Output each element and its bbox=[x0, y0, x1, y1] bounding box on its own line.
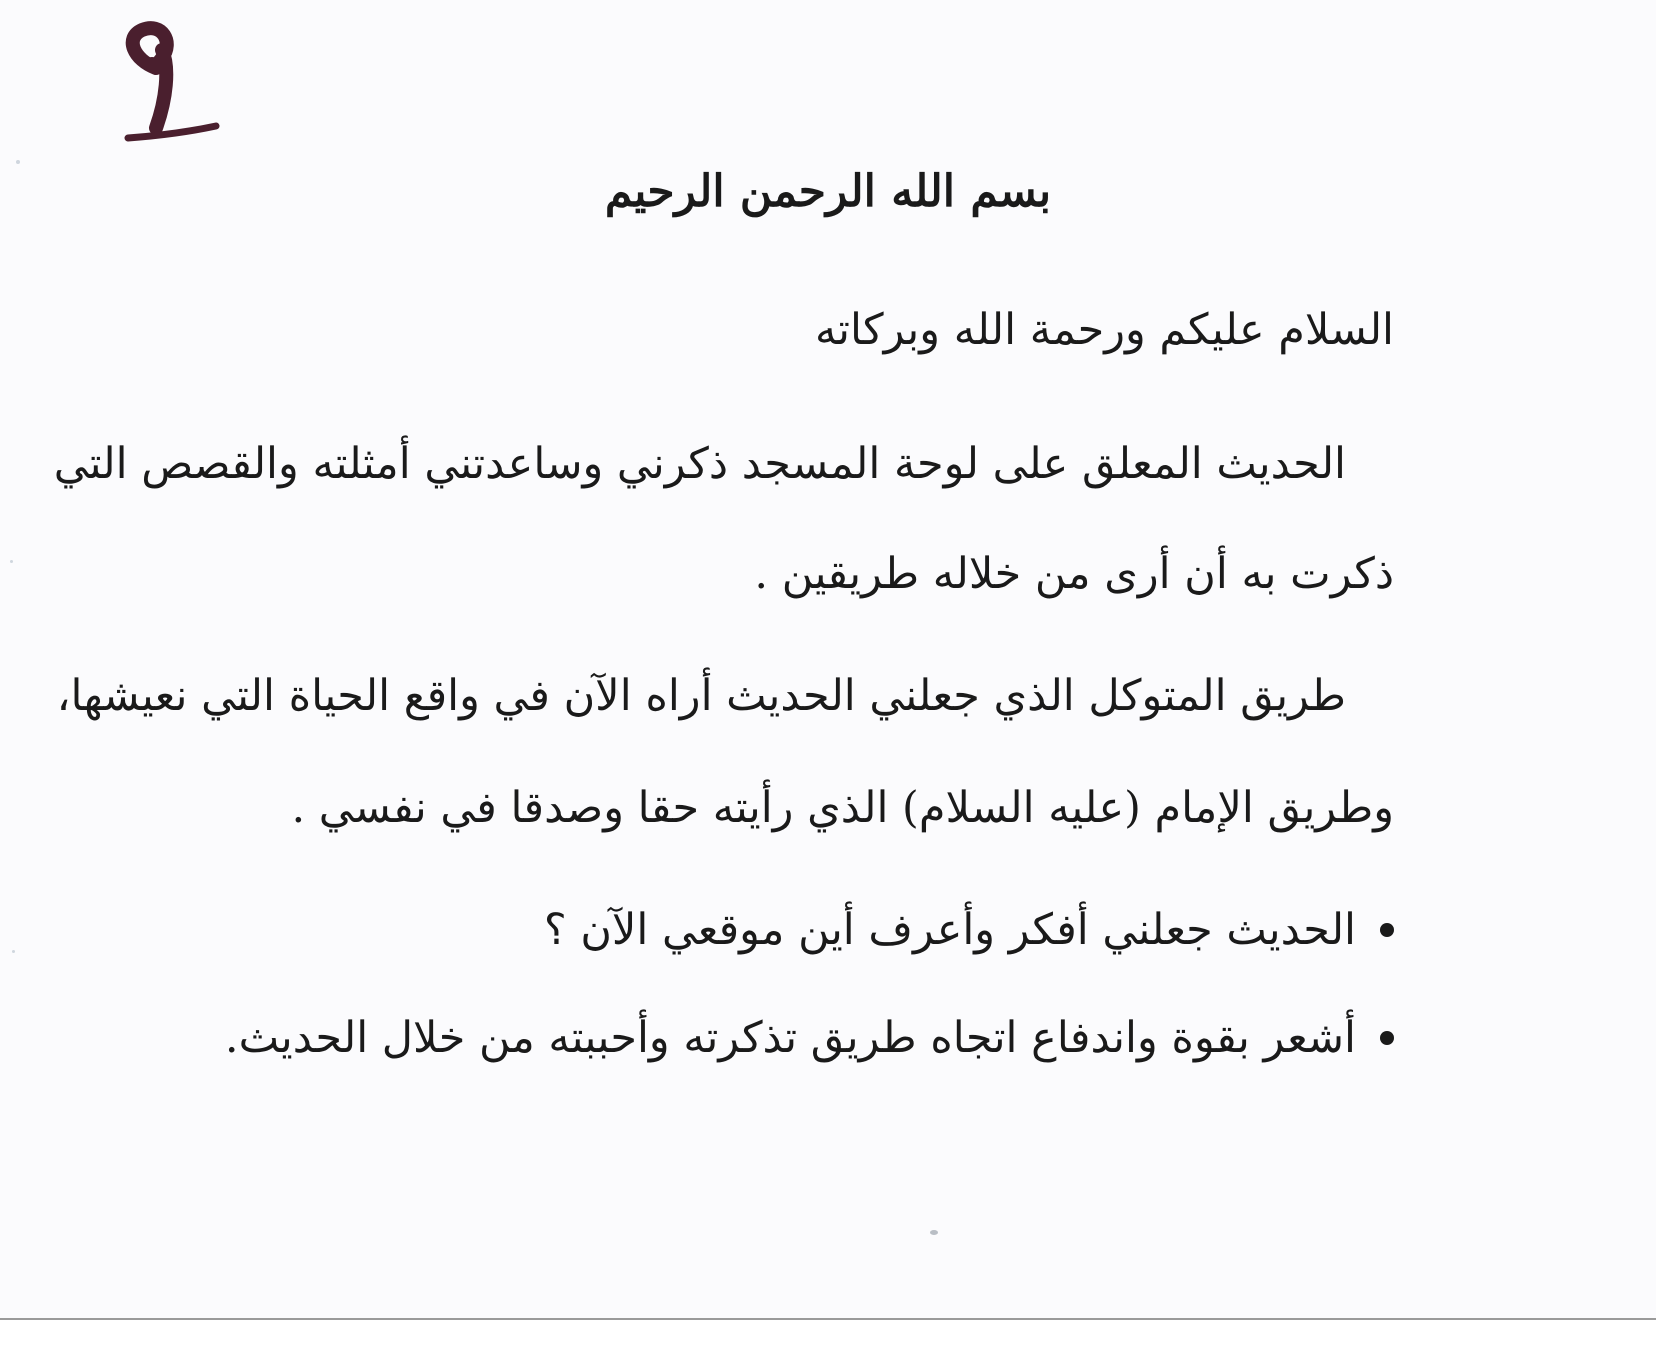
list-item bbox=[544, 900, 1394, 960]
scan-speck bbox=[930, 1230, 938, 1235]
list-item bbox=[225, 1008, 1394, 1068]
scan-speck bbox=[16, 160, 20, 164]
paragraph-2-line-1: طريق المتوكل الذي جعلني الحديث أراه الآن في واقع الحياة التي نعيشها، bbox=[56, 671, 1346, 721]
paragraph-1-line-1: الحديث المعلق على لوحة المسجد ذكرني وساعدتني أمثلته والقصص التي bbox=[53, 439, 1346, 489]
paragraph-2-line-2: وطريق الإمام (عليه السلام) الذي رأيته حقا وصدقا في نفسي . bbox=[291, 783, 1394, 833]
handwritten-page-number bbox=[96, 20, 226, 160]
list-item-text: أشعر بقوة واندفاع اتجاه طريق تذكرته وأحببته من خلال الحديث. bbox=[224, 1013, 1356, 1063]
greeting-line: السلام عليكم ورحمة الله وبركاته bbox=[814, 305, 1394, 355]
scan-speck bbox=[12, 950, 15, 953]
scan-bottom-edge bbox=[0, 1318, 1656, 1352]
basmala-heading: بسم الله الرحمن الرحيم bbox=[604, 166, 1052, 217]
paragraph-1-line-2: ذكرت به أن أرى من خلاله طريقين . bbox=[754, 549, 1394, 599]
bullet-icon bbox=[1380, 1031, 1394, 1045]
list-item-text: الحديث جعلني أفكر وأعرف أين موقعي الآن ؟ bbox=[543, 905, 1356, 955]
scan-speck bbox=[10, 560, 13, 563]
bullet-icon bbox=[1380, 923, 1394, 937]
